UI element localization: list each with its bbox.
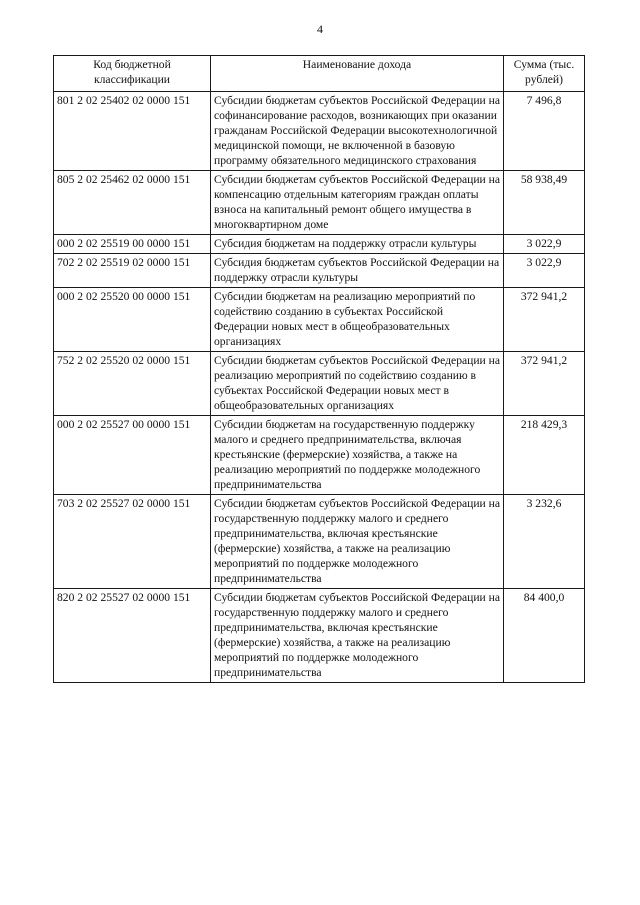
row-name: Субсидии бюджетам субъектов Российской Федерации на компенсацию отдельным категориям граждан оплаты взноса на капитальный ремонт общего имущества в многоквартирном доме — [211, 171, 504, 235]
table-row — [54, 235, 585, 254]
page-number: 4 — [317, 22, 323, 36]
header-code: Код бюджетной классификации — [54, 56, 211, 92]
row-code: 703 2 02 25527 02 0000 151 — [54, 495, 211, 589]
row-code: 801 2 02 25402 02 0000 151 — [54, 92, 211, 171]
table-row — [54, 288, 585, 352]
row-code: 000 2 02 25527 00 0000 151 — [54, 416, 211, 495]
row-sum: 58 938,49 — [504, 171, 585, 235]
row-name: Субсидии бюджетам субъектов Российской Федерации на государственную поддержку малого и среднего предпринимательства, включая крестьянские (фермерские) хозяйства, а также на реализацию мероприятий по поддержке молодежного предпринимательства — [211, 589, 504, 683]
row-name: Субсидии бюджетам субъектов Российской Федерации на государственную поддержку малого и среднего предпринимательства, включая крестьянские (фермерские) хозяйства, а также на реализацию мероприятий по поддержке молодежного предпринимательства — [211, 495, 504, 589]
row-code: 000 2 02 25520 00 0000 151 — [54, 288, 211, 352]
table-row — [54, 352, 585, 416]
row-sum: 372 941,2 — [504, 352, 585, 416]
table-row — [54, 416, 585, 495]
row-name: Субсидии бюджетам на реализацию мероприятий по содействию созданию в субъектах Российской Федерации новых мест в общеобразовательных организациях — [211, 288, 504, 352]
row-name: Субсидии бюджетам субъектов Российской Федерации на софинансирование расходов, возникающих при оказании гражданам Российской Федерации высокотехнологичной медицинской помощи, не включенной в базовую программу обязательного медицинского страхования — [211, 92, 504, 171]
row-name: Субсидия бюджетам на поддержку отрасли культуры — [211, 235, 504, 254]
budget-income-table — [53, 55, 585, 683]
row-sum: 3 022,9 — [504, 254, 585, 288]
header-name: Наименование дохода — [211, 56, 504, 92]
row-code: 820 2 02 25527 02 0000 151 — [54, 589, 211, 683]
table-row — [54, 589, 585, 683]
row-sum: 84 400,0 — [504, 589, 585, 683]
row-sum: 3 232,6 — [504, 495, 585, 589]
row-code: 000 2 02 25519 00 0000 151 — [54, 235, 211, 254]
table-row — [54, 254, 585, 288]
table-row — [54, 171, 585, 235]
header-sum: Сумма (тыс. рублей) — [504, 56, 585, 92]
table-header-row — [54, 56, 585, 92]
row-name: Субсидии бюджетам субъектов Российской Федерации на реализацию мероприятий по содействию созданию в субъектах Российской Федерации новых мест в общеобразовательных организациях — [211, 352, 504, 416]
row-name: Субсидии бюджетам на государственную поддержку малого и среднего предпринимательства, включая крестьянские (фермерские) хозяйства, а также на реализацию мероприятий по поддержке молодежного предпринимательства — [211, 416, 504, 495]
table-row — [54, 495, 585, 589]
row-sum: 218 429,3 — [504, 416, 585, 495]
row-sum: 372 941,2 — [504, 288, 585, 352]
row-code: 702 2 02 25519 02 0000 151 — [54, 254, 211, 288]
table-row — [54, 92, 585, 171]
row-code: 805 2 02 25462 02 0000 151 — [54, 171, 211, 235]
row-sum: 3 022,9 — [504, 235, 585, 254]
row-code: 752 2 02 25520 02 0000 151 — [54, 352, 211, 416]
row-sum: 7 496,8 — [504, 92, 585, 171]
row-name: Субсидия бюджетам субъектов Российской Федерации на поддержку отрасли культуры — [211, 254, 504, 288]
